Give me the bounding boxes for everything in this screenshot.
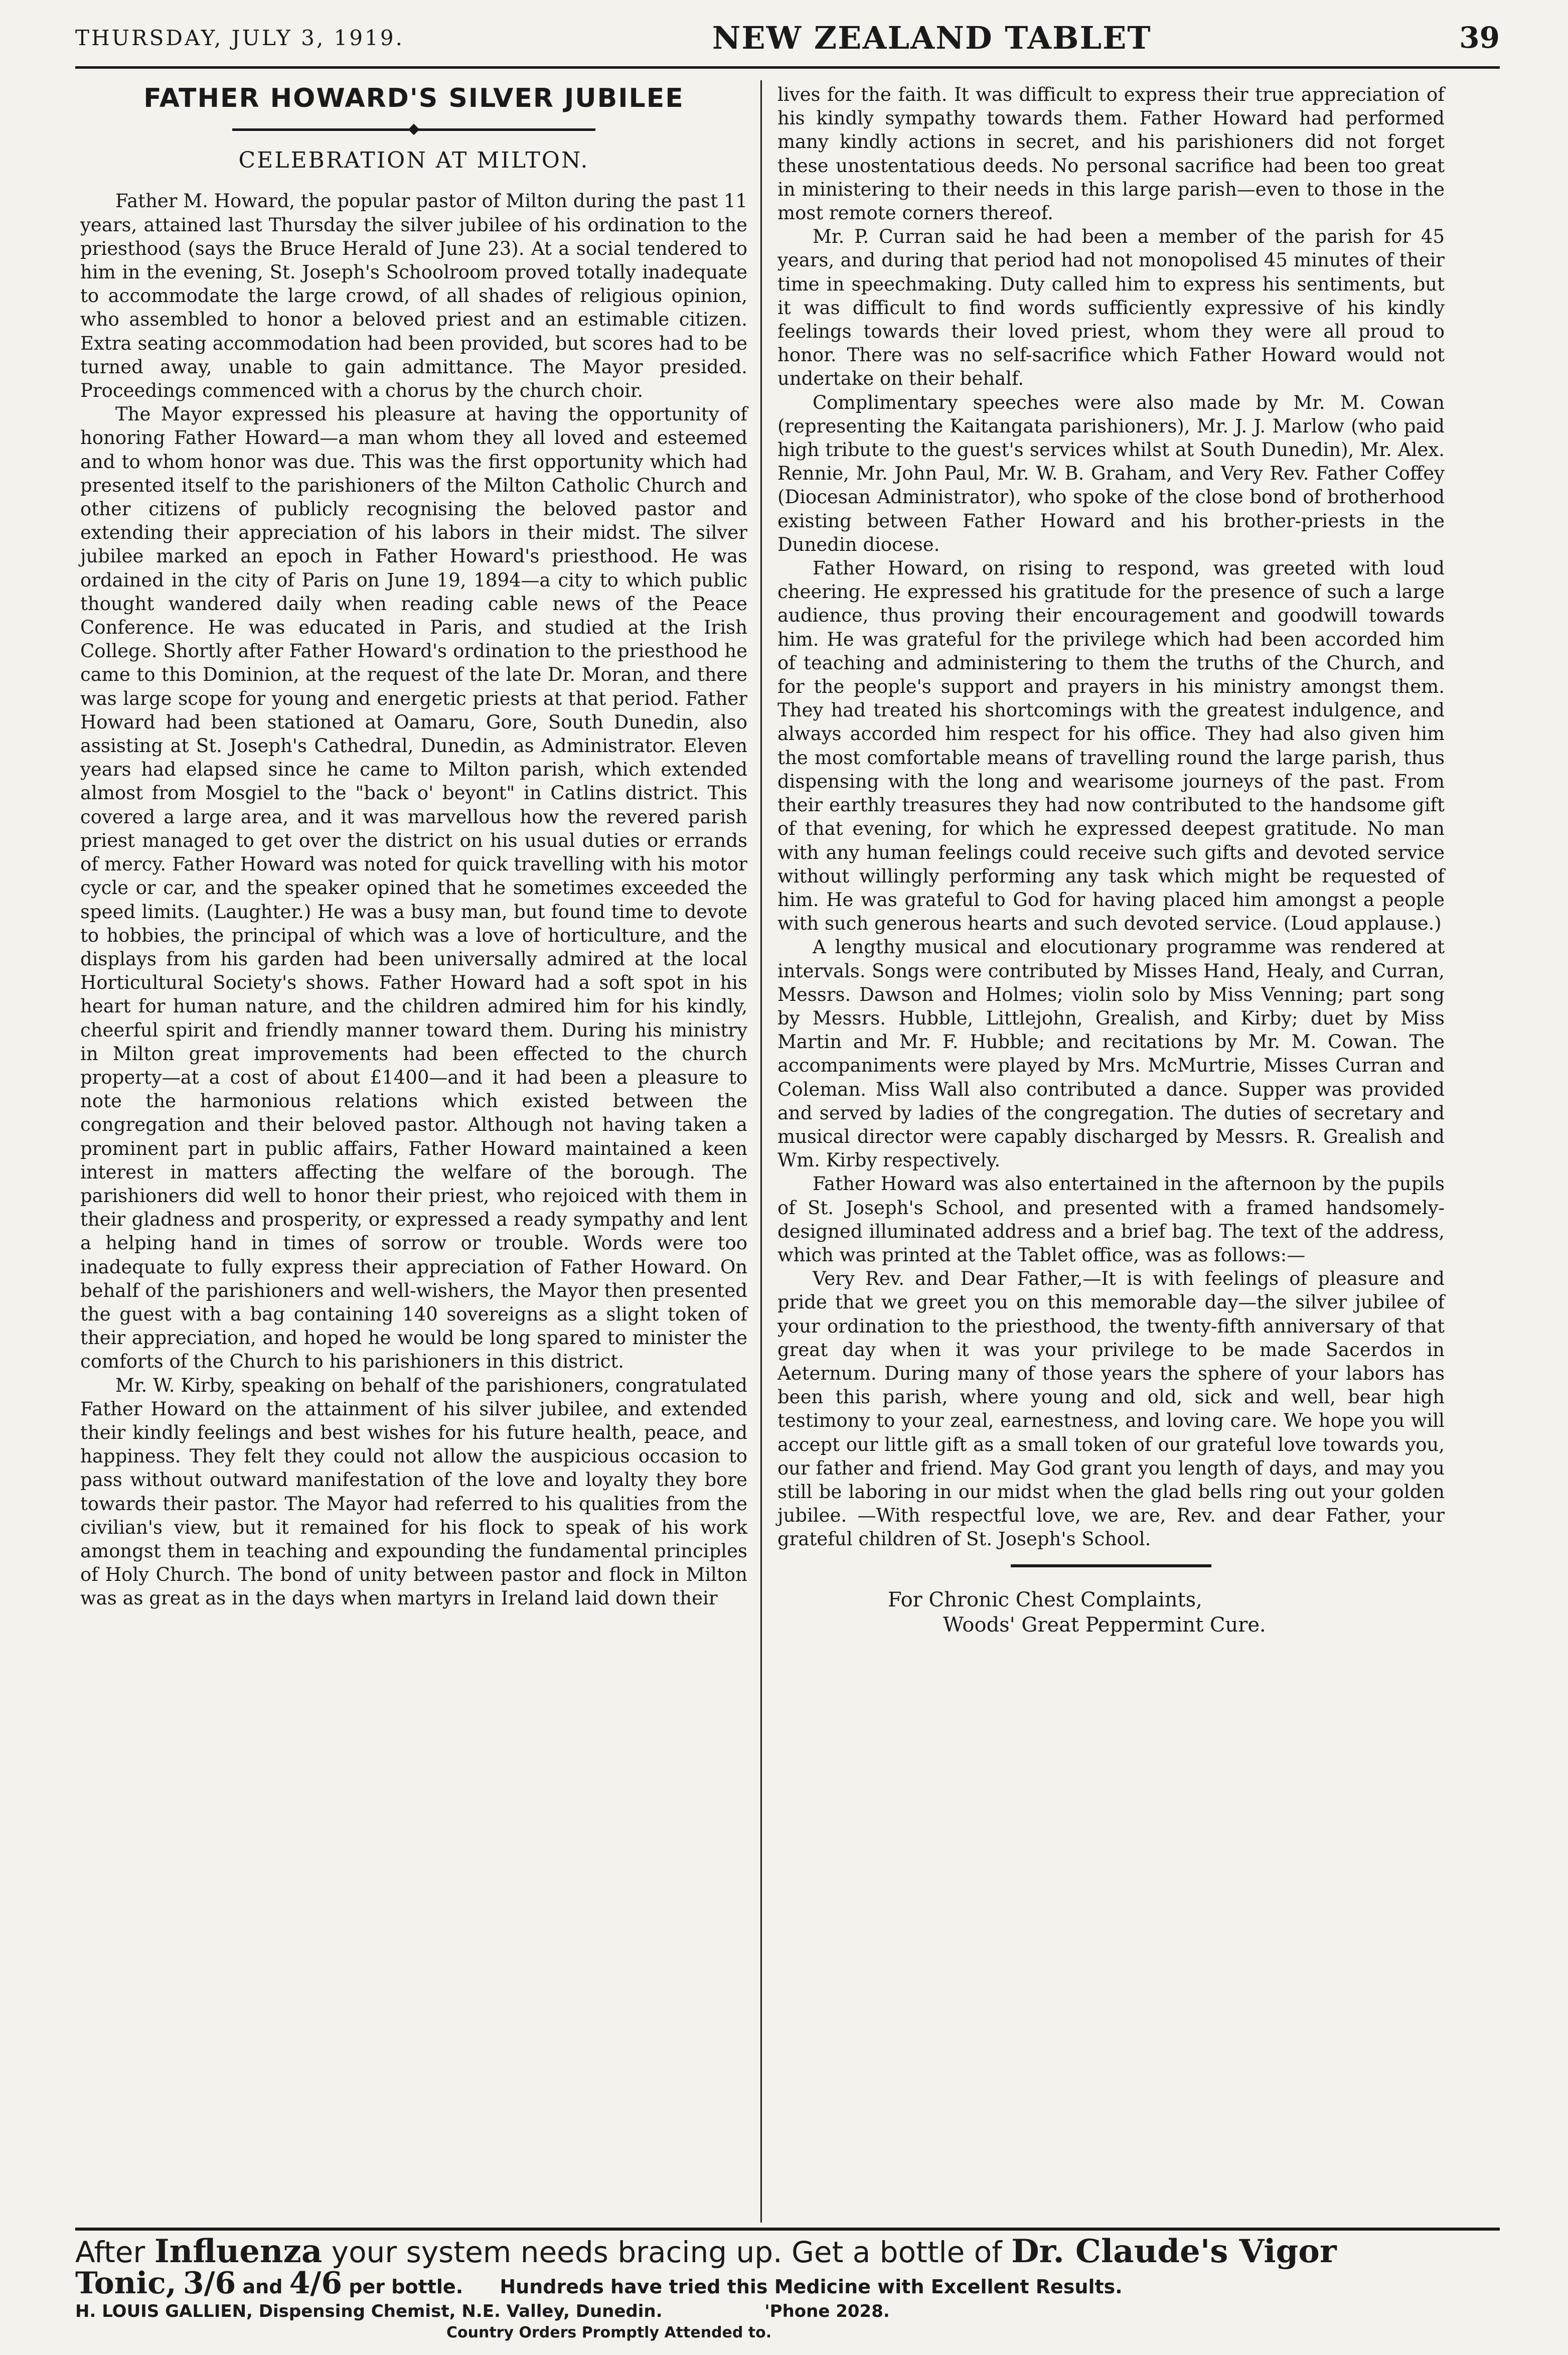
newspaper-title: NEW ZEALAND TABLET	[712, 19, 1152, 56]
testimonial: Hundreds have tried this Medicine with Excellent Results.	[500, 2276, 1123, 2298]
seller-address: N.E. Valley, Dunedin.	[461, 2301, 663, 2321]
left-column	[80, 83, 747, 1610]
paragraph: Father Howard, on rising to respond, was greeted with loud cheering. He expressed his gratitude for the presence of such a large audience, thus proving their encouragement and goodwill towards him. He was grateful for the privilege which had been accorded him of teaching and administering to them the truths of the Church, and for the people's support and prayers in his ministry amongst them. They had treated his shortcomings with the greatest indulgence, and always accorded him respect for his office. They had also given him the most comfortable means of travelling round the large parish, thus dispensing with the long and wearisome journeys of the past. From their earthly treasures they had now contributed to the handsome gift of that evening, for which he expressed deepest gratitude. No man with any human feelings could receive such gifts and devoted service without willingly performing any task which might be requested of him. He was grateful to God for having placed him amongst a people with such generous hearts and such devoted service. (Loud applause.)	[777, 557, 1445, 935]
ad-line: Woods' Great Peppermint Cure.	[943, 1613, 1266, 1637]
influenza-word: Influenza	[154, 2233, 323, 2270]
paragraph: Very Rev. and Dear Father,—It is with feelings of pleasure and pride that we greet you on this memorable day—the silver jubilee of your ordination to the priesthood, the twenty-fifth anniversary of that great day when it was your privilege to be made Sacerdos in Aeternum. During many of those years the sphere of your labors has been this parish, where young and old, sick and well, bear high testimony to your zeal, earnestness, and loving care. We hope you will accept our little gift as a small token of our grateful love towards you, our father and friend. May God grant you length of days, and may you still be laboring in our midst when the glad bells ring out your golden jubilee. —With respectful love, we are, Rev. and dear Father, your grateful children of St. Joseph's School.	[777, 1268, 1445, 1550]
column-divider	[760, 80, 762, 2223]
price-small: 3/6	[183, 2266, 236, 2301]
price-large: 4/6	[289, 2266, 343, 2301]
page-number: 39	[1459, 21, 1500, 55]
vigor-tonic-ad	[75, 2234, 1500, 2348]
paragraph: Mr. P. Curran said he had been a member of the parish for 45 years, and during that period had not monopolised 45 minutes of their time in speechmaking. Duty called him to express his sentiments, but it was difficult to find words sufficiently expressive of his kindly feelings towards their loved priest, whom they were all proud to honor. There was no self-sacrifice which Father Howard would not undertake on their behalf.	[777, 226, 1445, 390]
paragraph: Father Howard was also entertained in the afternoon by the pupils of St. Joseph's School, and presented with a framed handsomely-designed illuminated address and a brief bag. The text of the address, which was printed at the Tablet office, was as follows:—	[777, 1173, 1445, 1266]
newspaper-page	[75, 10, 1500, 2348]
peppermint-cure-ad	[888, 1587, 1445, 1638]
ad-seller-line: H. LOUIS GALLIEN, Dispensing Chemist, N.E. Valley, Dunedin. 'Phone 2028.	[75, 2301, 890, 2321]
footer-rule	[75, 2228, 1500, 2231]
country-orders-note: Country Orders Promptly Attended to.	[446, 2324, 772, 2341]
paragraph: The Mayor expressed his pleasure at having the opportunity of honoring Father Howard—a man whom they all loved and esteemed and to whom honor was due. This was the first opportunity which had presented itself to the parishioners of the Milton Catholic Church and other citizens of publicly recognising the beloved pastor and extending their appreciation of his labors in their midst. The silver jubilee marked an epoch in Father Howard's priesthood. He was ordained in the city of Paris on June 19, 1894—a city to which public thought wandered daily when reading cable news of the Peace Conference. He was educated in Paris, and studied at the Irish College. Shortly after Father Howard's ordination to the priesthood he came to this Dominion, at the request of the late Dr. Moran, and there was large scope for young and energetic priests at that period. Father Howard had been stationed at Oamaru, Gore, South Dunedin, also assisting at St. Joseph's Cathedral, Dunedin, as Administrator. Eleven years had elapsed since he came to Milton parish, which extended almost from Mosgiel to the "back o' beyont" in Catlins district. This covered a large area, and it was marvellous how the revered parish priest managed to get over the district on his usual duties or errands of mercy. Father Howard was noted for quick travelling with his motor cycle or car, and the speaker opined that he sometimes exceeded the speed limits. (Laughter.) He was a busy man, but found time to devote to hobbies, the principal of which was a love of horticulture, and the displays from his garden had been universally admired at the local Horticultural Society's shows. Father Howard had a soft spot in his heart for human nature, and the children admired him for his kindly, cheerful spirit and friendly manner toward them. During his ministry in Milton great improvements had been effected to the church property—at a cost of about £1400—and it had been a pleasure to note the harmonious relations which existed between the congregation and their beloved pastor. Although not having taken a prominent part in public affairs, Father Howard maintained a keen interest in matters affecting the welfare of the borough. The parishioners did well to honor their priest, who rejoiced with them in their gladness and prosperity, or expressed a ready sympathy and lent a helping hand in times of sorrow or trouble. Words were too inadequate to fully express their appreciation of Father Howard. On behalf of the parishioners and well-wishers, the Mayor then presented the guest with a bag containing 140 sovereigns as a slight token of their appreciation, and hoped he would be long spared to minister the comforts of the Church to his parishioners in this district.	[80, 403, 747, 1373]
seller-phone: 'Phone 2028.	[764, 2301, 890, 2321]
ad-line: For Chronic Chest Complaints,	[888, 1588, 1202, 1611]
paragraph: Mr. W. Kirby, speaking on behalf of the parishioners, congratulated Father Howard on the attainment of his silver jubilee, and extended their kindly feelings and best wishes for his future health, peace, and happiness. They felt they could not allow the auspicious occasion to pass without outward manifestation of the love and loyalty they bore towards their pastor. The Mayor had referred to his qualities from the civilian's view, but it remained for his flock to speak of his work amongst them in teaching and expounding the fundamental principles of Holy Church. The bond of unity between pastor and flock in Milton was as great as in the days when martyrs in Ireland laid down their	[80, 1374, 747, 1609]
masthead-rule	[75, 66, 1500, 69]
paragraph: A lengthy musical and elocutionary programme was rendered at intervals. Songs were contributed by Misses Hand, Healy, and Curran, Messrs. Dawson and Holmes; violin solo by Miss Venning; part song by Messrs. Hubble, Littlejohn, Grealish, and Kirby; duet by Miss Martin and Mr. F. Hubble; and recitations by Mr. M. Cowan. The accompaniments were played by Mrs. McMurtrie, Misses Curran and Coleman. Miss Wall also contributed a dance. Supper was provided and served by ladies of the congregation. The duties of secretary and musical director were capably discharged by Messrs. R. Grealish and Wm. Kirby respectively.	[777, 936, 1445, 1171]
ad-price-line: Tonic, 3/6 and 4/6 per bottle. Hundreds have tried this Medicine with Excellent Results.	[75, 2266, 1123, 2301]
article-subheading: CELEBRATION AT MILTON.	[238, 148, 589, 174]
issue-date: THURSDAY, JULY 3, 1919.	[75, 25, 404, 50]
paragraph: Complimentary speeches were also made by Mr. M. Cowan (representing the Kaitangata parishioners), Mr. J. J. Marlow (who paid high tribute to the guest's services whilst at South Dunedin), Mr. Alex. Rennie, Mr. John Paul, Mr. W. B. Graham, and Very Rev. Father Coffey (Diocesan Administrator), who spoke of the close bond of brotherhood existing between Father Howard and his brother-priests in the Dunedin diocese.	[777, 391, 1445, 555]
right-column	[777, 83, 1445, 1638]
diamond-ornament-icon	[408, 124, 420, 135]
end-of-article-rule	[1011, 1564, 1211, 1567]
paragraph-continued: lives for the faith. It was difficult to express their true appreciation of his kindly sympathy towards them. Father Howard had performed many kindly actions in secret, and his parishioners did not forget these unostentatious deeds. No personal sacrifice had been too great in ministering to their needs in this large parish—even to those in the most remote corners thereof.	[777, 84, 1445, 224]
ad-headline-line: After Influenza your system needs bracing up. Get a bottle of Dr. Claude's Vigor	[75, 2233, 1337, 2270]
paragraph: Father M. Howard, the popular pastor of Milton during the past 11 years, attained last Thursday the silver jubilee of his ordination to the priesthood (says the Bruce Herald of June 23). At a social tendered to him in the evening, St. Joseph's Schoolroom proved totally inadequate to accommodate the large crowd, of all shades of religious opinion, who assembled to honor a beloved priest and an estimable citizen. Extra seating accommodation had been provided, but scores had to be turned away, unable to gain admittance. The Mayor presided. Proceedings commenced with a chorus by the church choir.	[80, 190, 747, 402]
seller-name: H. LOUIS GALLIEN,	[75, 2301, 253, 2321]
brand-name: Dr. Claude's Vigor	[1011, 2233, 1337, 2270]
masthead	[75, 10, 1500, 65]
ornamental-rule	[80, 125, 747, 133]
article-headline: FATHER HOWARD'S SILVER JUBILEE	[143, 83, 684, 113]
